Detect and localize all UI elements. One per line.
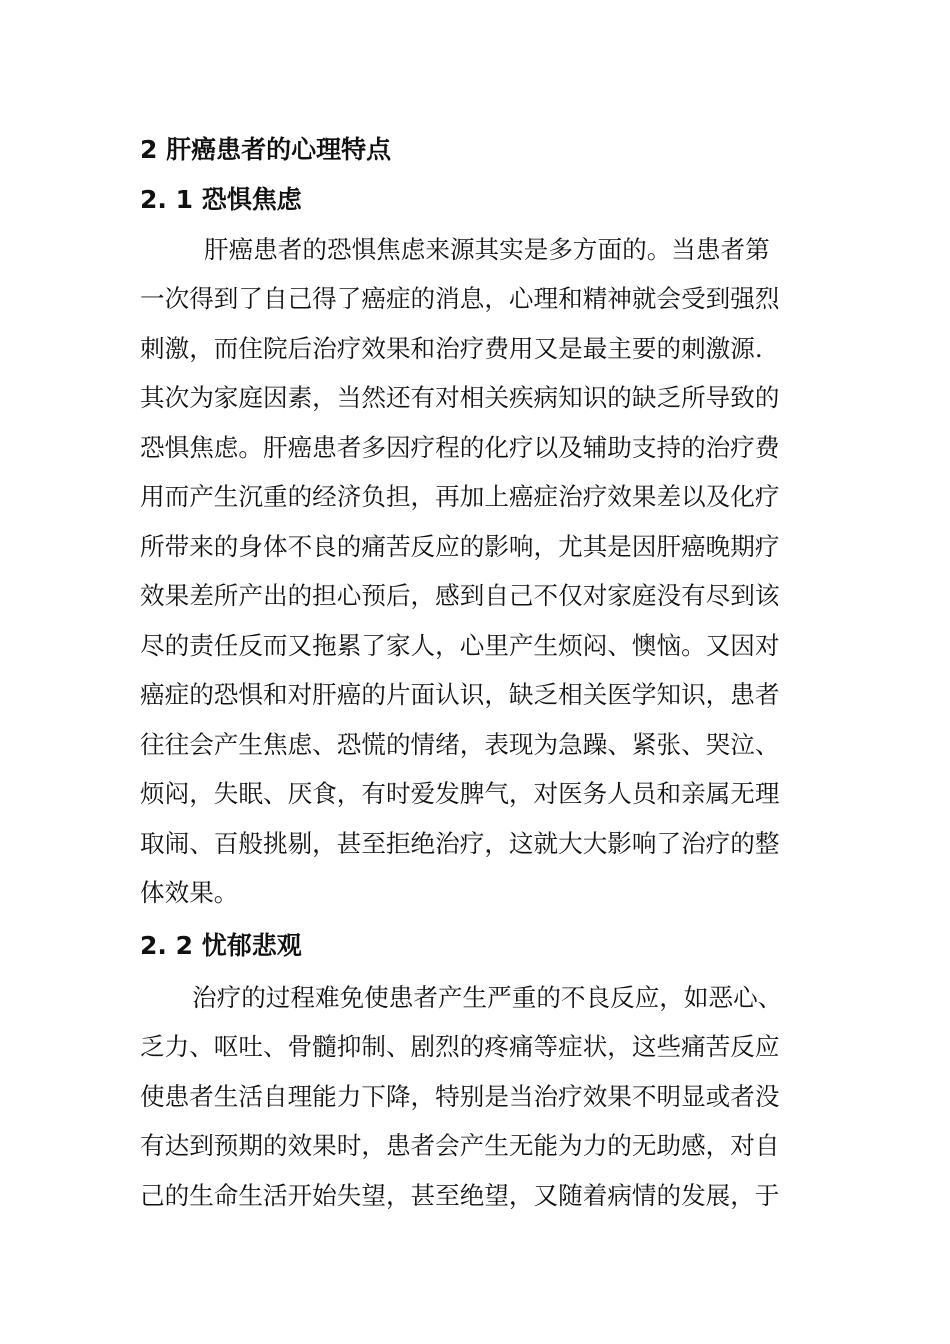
paragraph-line: 往往会产生焦虑、恐慌的情绪，表现为急躁、紧张、哭泣、: [140, 730, 780, 759]
subsection-heading-2-1: 2. 1 恐惧焦虑: [140, 185, 302, 214]
paragraph-line: 刺激，而住院后治疗效果和治疗费用又是最主要的刺激源.: [140, 334, 763, 363]
paragraph-line: 癌症的恐惧和对肝癌的片面认识，缺乏相关医学知识，患者: [140, 680, 780, 709]
paragraph-line: 效果差所产出的担心预后，感到自己不仅对家庭没有尽到该: [140, 581, 780, 610]
paragraph-line: 恐惧焦虑。肝癌患者多因疗程的化疗以及辅助支持的治疗费: [140, 433, 780, 462]
section-heading: 2 肝癌患者的心理特点: [140, 135, 392, 164]
paragraph-line: 用而产生沉重的经济负担，再加上癌症治疗效果差以及化疗: [140, 482, 780, 511]
paragraph-line: 尽的责任反而又拖累了家人，心里产生烦闷、懊恼。又因对: [140, 631, 780, 660]
paragraph-line: 所带来的身体不良的痛苦反应的影响，尤其是因肝癌晚期疗: [140, 532, 780, 561]
paragraph-line: 取闹、百般挑剔，甚至拒绝治疗，这就大大影响了治疗的整: [140, 829, 780, 858]
paragraph-line: 烦闷，失眠、厌食，有时爱发脾气，对医务人员和亲属无理: [140, 779, 780, 808]
subsection-heading-2-2: 2. 2 忧郁悲观: [140, 931, 302, 960]
paragraph-line: 治疗的过程难免使患者产生严重的不良反应，如恶心、: [192, 983, 783, 1012]
paragraph-line: 一次得到了自己得了癌症的消息，心理和精神就会受到强烈: [140, 284, 780, 313]
paragraph-line: 己的生命生活开始失望，甚至绝望，又随着病情的发展，于: [140, 1181, 780, 1210]
paragraph-line: 肝癌患者的恐惧焦虑来源其实是多方面的。当患者第: [204, 235, 770, 264]
paragraph-line: 其次为家庭因素，当然还有对相关疾病知识的缺乏所导致的: [140, 383, 780, 412]
paragraph-line: 体效果。: [140, 878, 239, 907]
paragraph-line: 乏力、呕吐、骨髓抑制、剧烈的疼痛等症状，这些痛苦反应: [140, 1032, 780, 1061]
paragraph-line: 使患者生活自理能力下降，特别是当治疗效果不明显或者没: [140, 1082, 780, 1111]
paragraph-line: 有达到预期的效果时，患者会产生无能为力的无助感，对自: [140, 1131, 780, 1160]
